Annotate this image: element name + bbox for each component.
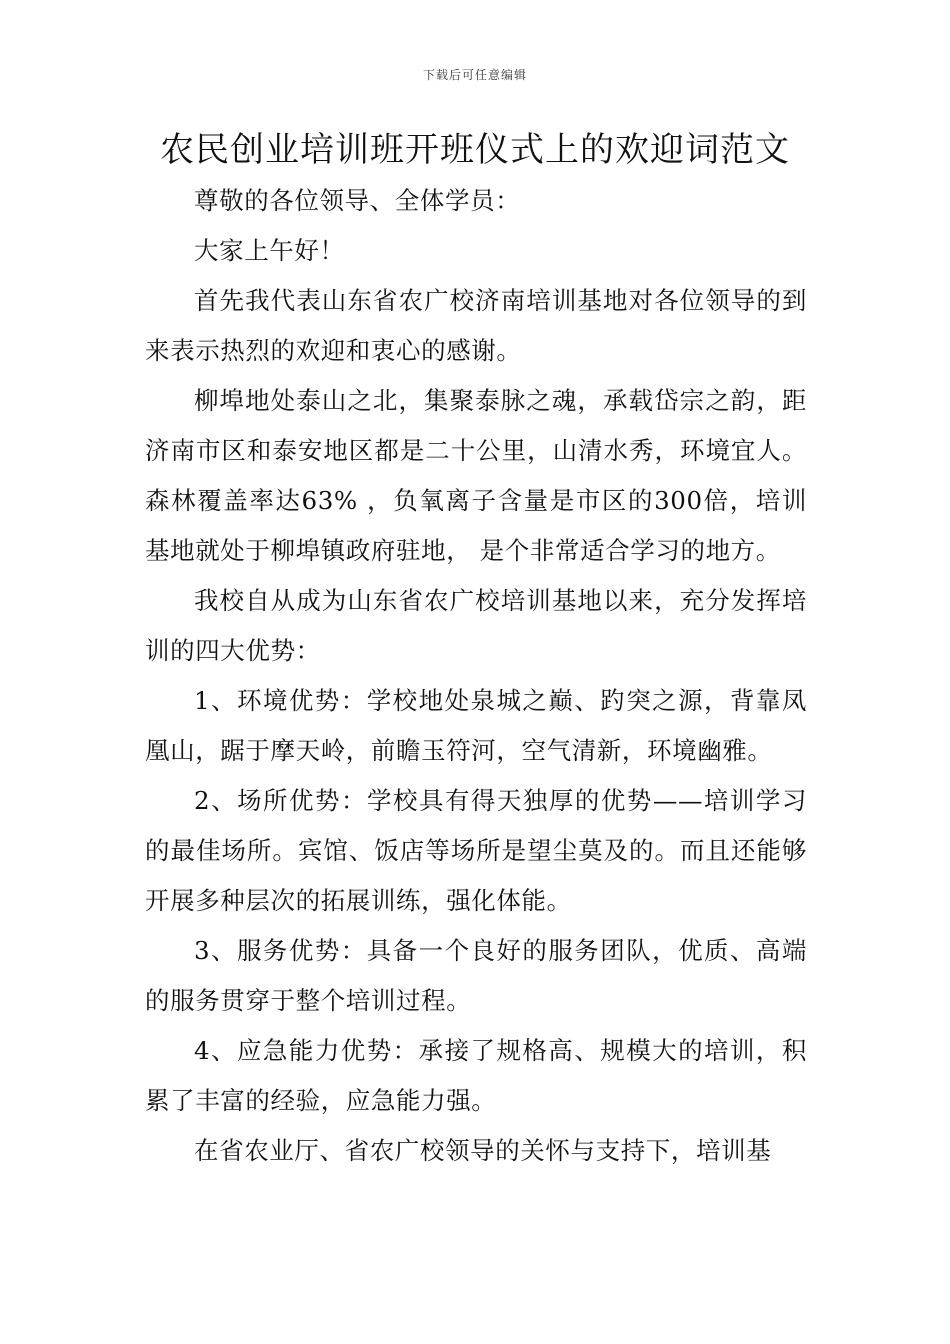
paragraph-advantages-intro: 我校自从成为山东省农广校培训基地以来，充分发挥培训的四大优势： xyxy=(145,586,807,665)
paragraph-advantage-emergency: 4、应急能力优势：承接了规格高、规模大的培训，积累了丰富的经验，应急能力强。 xyxy=(145,1036,807,1115)
paragraph-salutation: 尊敬的各位领导、全体学员： xyxy=(194,186,521,215)
paragraph-advantage-environment: 1、环境优势：学校地处泉城之巅、趵突之源，背靠凤凰山，踞于摩天岭，前瞻玉符河，空气清新，环境幽雅。 xyxy=(145,686,807,765)
header-note: 下载后可任意编辑 xyxy=(422,68,527,82)
paragraph-location: 柳埠地处泰山之北，集聚泰脉之魂，承载岱宗之韵，距济南市区和泰安地区都是二十公里，山清水秀，环境宜人。森林覆盖率达63% ，负氧离子含量是市区的300倍，培训基地就处于柳埠镇政府驻地， 是个非常适合学习的地方。 xyxy=(145,386,807,565)
paragraph-welcome: 首先我代表山东省农广校济南培训基地对各位领导的到来表示热烈的欢迎和衷心的感谢。 xyxy=(145,286,807,365)
paragraph-greeting: 大家上午好！ xyxy=(194,236,345,265)
document-title: 农民创业培训班开班仪式上的欢迎词范文 xyxy=(160,130,790,170)
paragraph-advantage-venue: 2、场所优势：学校具有得天独厚的优势——培训学习的最佳场所。宾馆、饭店等场所是望尘莫及的。而且还能够开展多种层次的拓展训练，强化体能。 xyxy=(145,786,807,915)
paragraph-closing-partial: 在省农业厅、省农广校领导的关怀与支持下，培训基 xyxy=(194,1136,772,1165)
document-body xyxy=(145,176,807,1176)
paragraph-advantage-service: 3、服务优势：具备一个良好的服务团队，优质、高端的服务贯穿于整个培训过程。 xyxy=(145,936,807,1015)
